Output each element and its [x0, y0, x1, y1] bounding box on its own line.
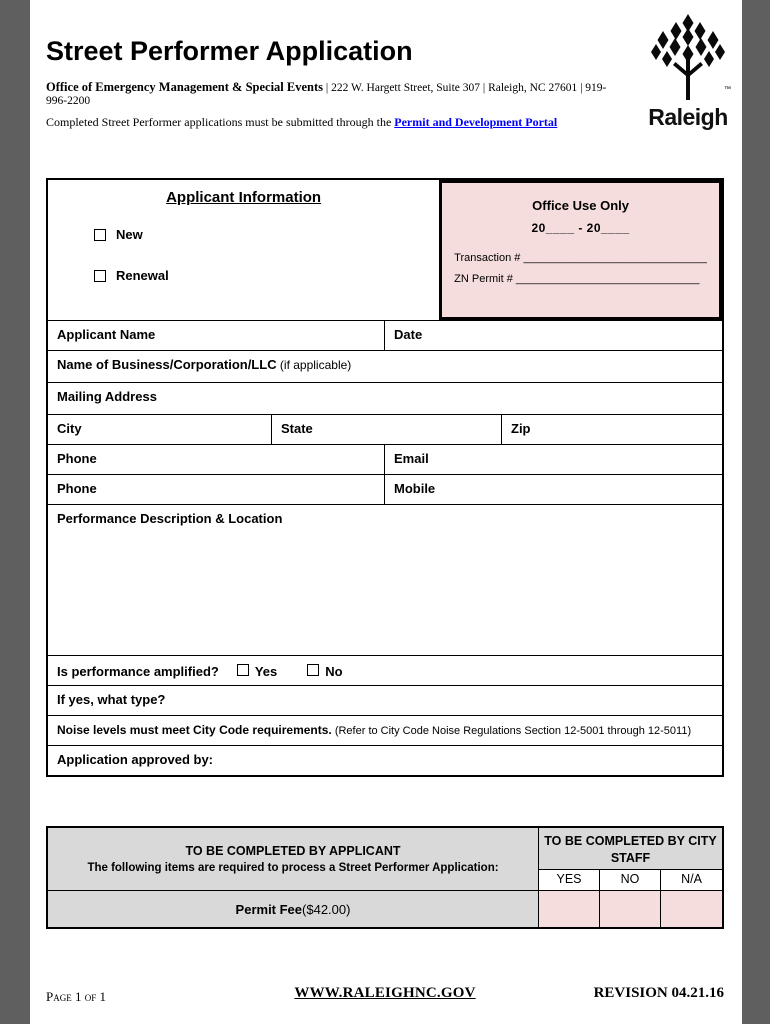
- no-label: No: [325, 664, 343, 679]
- instruction-text: Completed Street Performer applications must be submitted through the: [46, 115, 395, 129]
- approved-by-field[interactable]: [48, 746, 722, 775]
- applicant-checklist-header: [48, 828, 538, 890]
- page-edge-left: [0, 0, 30, 1024]
- office-contact: | 222 W. Hargett Street, Suite 307 | Raleigh, NC 27601 | 919-996-2200: [46, 82, 607, 107]
- city-staff-header: TO BE COMPLETED BY CITY STAFF: [538, 828, 722, 869]
- applicant-information-table: [46, 178, 724, 777]
- business-name-field[interactable]: [48, 351, 722, 382]
- yes-label: Yes: [254, 664, 278, 679]
- applicant-name-label: Applicant Name: [57, 327, 156, 342]
- city-field[interactable]: [48, 415, 271, 444]
- office-name: Office of Emergency Management & Special Events: [46, 80, 324, 94]
- permit-fee-yes-cell[interactable]: [538, 890, 599, 927]
- phone2-label: Phone: [57, 481, 97, 496]
- date-field[interactable]: [384, 321, 722, 350]
- state-field[interactable]: [271, 415, 501, 444]
- noise-requirements-field: [48, 716, 722, 745]
- city-state-zip-row: [48, 414, 722, 444]
- raleigh-logo: [644, 14, 732, 131]
- phone-field[interactable]: [48, 445, 384, 474]
- no-column-header: NO: [599, 869, 660, 890]
- trademark-symbol: ™: [724, 86, 731, 93]
- revision-label: REVISION 04.21.16: [593, 985, 724, 1001]
- new-checkbox[interactable]: [94, 229, 106, 241]
- performance-description-field[interactable]: [48, 505, 722, 655]
- yes-checkbox[interactable]: [237, 664, 249, 676]
- noise-requirement-label: Noise levels must meet City Code requirements.: [57, 723, 332, 737]
- name-date-row: [48, 320, 722, 350]
- mailing-address-label: Mailing Address: [57, 389, 157, 404]
- if-yes-label: If yes, what type?: [57, 692, 166, 707]
- permit-fee-label: Permit Fee: [235, 901, 303, 917]
- renewal-check-row: [94, 268, 439, 283]
- checklist-table: [46, 826, 724, 929]
- if-yes-row: [48, 685, 722, 715]
- raleigh-wordmark: Raleigh: [648, 104, 728, 130]
- phone2-field[interactable]: [48, 475, 384, 504]
- applicant-header-line2: The following items are required to process a Street Performer Application:: [87, 862, 499, 874]
- date-label: Date: [394, 327, 423, 342]
- performance-description-row: [48, 504, 722, 655]
- business-row: [48, 350, 722, 382]
- performance-description-label: Performance Description & Location: [57, 511, 283, 526]
- applicant-information-heading: Applicant Information: [166, 189, 322, 206]
- permit-fee-no-cell[interactable]: [599, 890, 660, 927]
- zip-field[interactable]: [501, 415, 722, 444]
- zip-label: Zip: [511, 421, 531, 436]
- raleigh-tree-icon: [648, 14, 728, 102]
- permit-fee-row-label: [48, 890, 538, 927]
- na-column-header: N/A: [660, 869, 722, 890]
- applicant-information-cell: [48, 180, 439, 320]
- permit-portal-link[interactable]: Permit and Development Portal: [394, 115, 558, 129]
- amplified-yes-option: [237, 664, 277, 680]
- if-yes-field[interactable]: [48, 686, 722, 715]
- mobile-label: Mobile: [394, 481, 436, 496]
- phone-label: Phone: [57, 451, 97, 466]
- transaction-number-line: Transaction # ______________________________: [454, 252, 707, 264]
- business-name-label: Name of Business/Corporation/LLC: [57, 357, 277, 372]
- document-header: [46, 36, 621, 130]
- mobile-field[interactable]: [384, 475, 722, 504]
- permit-fee-amount: ($42.00): [302, 901, 351, 917]
- renewal-checkbox[interactable]: [94, 270, 106, 282]
- renewal-label: Renewal: [116, 268, 169, 283]
- business-name-note: (if applicable): [276, 358, 352, 372]
- page-edge-right: [742, 0, 770, 1024]
- mailing-address-field[interactable]: [48, 383, 722, 414]
- amplified-field: [48, 656, 722, 685]
- amplified-no-option: [307, 664, 342, 680]
- office-use-title: Office Use Only: [532, 198, 629, 213]
- mailing-address-row: [48, 382, 722, 414]
- new-check-row: [94, 227, 439, 242]
- page-title: Street Performer Application: [46, 36, 413, 66]
- zn-permit-line: ZN Permit # ______________________________: [454, 273, 700, 285]
- state-label: State: [281, 421, 313, 436]
- city-label: City: [57, 421, 82, 436]
- amplified-question-label: Is performance amplified?: [57, 664, 219, 679]
- noise-row: [48, 715, 722, 745]
- office-use-only-box: [439, 180, 722, 320]
- noise-requirement-note: (Refer to City Code Noise Regulations Section 12-5001 through 12-5011): [331, 725, 692, 737]
- office-address-line: [46, 80, 621, 107]
- submission-instruction: [46, 115, 621, 130]
- phone-mobile-row: [48, 474, 722, 504]
- page-number-label: Page 1 of 1: [46, 989, 106, 1004]
- office-use-years: 20____ - 20____: [531, 221, 630, 235]
- phone-email-row: [48, 444, 722, 474]
- email-label: Email: [394, 451, 429, 466]
- yes-column-header: YES: [538, 869, 599, 890]
- document-footer: [46, 985, 724, 1007]
- new-label: New: [116, 227, 143, 242]
- no-checkbox[interactable]: [307, 664, 319, 676]
- amplified-row: [48, 655, 722, 685]
- approved-by-label: Application approved by:: [57, 752, 214, 767]
- table-header-row: [48, 180, 722, 320]
- email-field[interactable]: [384, 445, 722, 474]
- applicant-name-field[interactable]: [48, 321, 384, 350]
- permit-fee-na-cell[interactable]: [660, 890, 722, 927]
- approved-by-row: [48, 745, 722, 775]
- applicant-header-line1: TO BE COMPLETED BY APPLICANT: [185, 844, 401, 858]
- raleigh-website-link[interactable]: WWW.RALEIGHNC.GOV: [294, 985, 476, 1001]
